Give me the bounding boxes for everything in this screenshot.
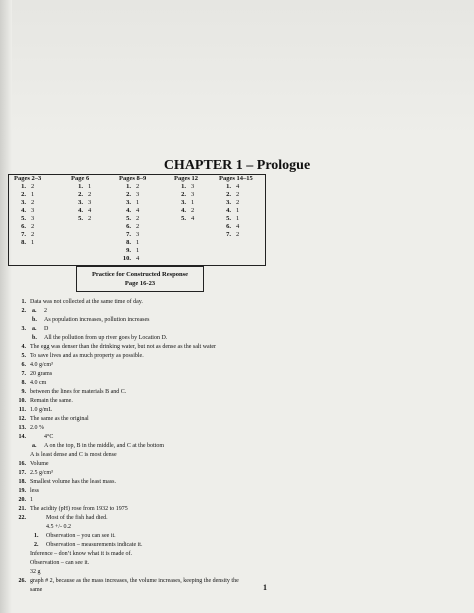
question-number: 8. xyxy=(126,239,131,246)
practice-heading: Practice for Constructed Response xyxy=(91,271,189,278)
page-number: 1 xyxy=(263,583,267,592)
answer-key-row xyxy=(174,199,214,207)
answer-line xyxy=(8,370,52,378)
answer-key-row xyxy=(14,183,60,191)
answer-key-row xyxy=(119,223,165,231)
answer-value: 1 xyxy=(236,207,240,214)
answer-line xyxy=(8,397,73,405)
answer-line xyxy=(8,451,117,459)
answer-line xyxy=(8,550,132,558)
answer-text: Observation – you can see it. xyxy=(46,533,116,539)
answer-text: 2.0 % xyxy=(30,425,44,431)
answer-key-row xyxy=(71,183,111,191)
answer-line xyxy=(8,343,216,351)
answer-text: Most of the fish had died. xyxy=(46,515,108,521)
answer-value: 1 xyxy=(88,183,92,190)
answer-key-row xyxy=(119,255,165,263)
answer-key-row xyxy=(219,207,265,215)
answer-text: 1 xyxy=(30,497,33,503)
answer-value: 1 xyxy=(31,239,35,246)
question-number: 3. xyxy=(126,199,131,206)
answer-line xyxy=(8,316,149,324)
answer-number: 16. xyxy=(18,461,26,467)
answer-key-row xyxy=(119,191,165,199)
answer-part: 2. xyxy=(34,542,39,548)
practice-page-range: Page 16-23 xyxy=(124,280,156,287)
answer-key-row xyxy=(14,199,60,207)
answer-key-row xyxy=(14,223,60,231)
question-number: 5. xyxy=(126,215,131,222)
question-number: 2. xyxy=(226,191,231,198)
question-number: 3. xyxy=(21,199,26,206)
answer-key-row xyxy=(14,239,60,247)
answer-key-column xyxy=(71,175,111,265)
answer-number: 1. xyxy=(21,299,26,305)
answer-line xyxy=(8,505,128,513)
answer-key-row xyxy=(119,215,165,223)
answer-key-row xyxy=(119,207,165,215)
answer-number: 2. xyxy=(21,308,26,314)
answer-part: a. xyxy=(32,308,37,314)
answer-key-row xyxy=(174,183,214,191)
answer-number: 12. xyxy=(18,416,26,422)
answer-value: 2 xyxy=(236,199,240,206)
answer-number: 4. xyxy=(21,344,26,350)
answer-value: 1 xyxy=(31,191,35,198)
answer-number: 7. xyxy=(21,371,26,377)
question-number: 5. xyxy=(21,215,26,222)
answer-value: 3 xyxy=(191,191,195,198)
answer-key-column-heading: Page 6 xyxy=(71,175,90,182)
answer-text: graph # 2, because as the mass increases, the volume increases, keeping the density the xyxy=(30,578,239,584)
question-number: 4. xyxy=(21,207,26,214)
answer-key-row xyxy=(71,207,111,215)
answer-value: 1 xyxy=(236,215,240,222)
answer-text: 4°C xyxy=(44,434,54,440)
answer-text: 4.0 g/cm³ xyxy=(30,362,53,368)
answer-line xyxy=(8,469,53,477)
answer-number: 9. xyxy=(21,389,26,395)
answer-text: The same as the original xyxy=(30,416,89,422)
answer-text: To save lives and as much property as possible. xyxy=(30,353,144,359)
question-number: 2. xyxy=(126,191,131,198)
answer-value: 4 xyxy=(136,255,140,262)
answer-text: 2.5 g/cm³ xyxy=(30,470,53,476)
answer-text: D xyxy=(44,326,49,332)
answer-value: 2 xyxy=(88,215,92,222)
answer-key-row xyxy=(174,191,214,199)
answer-key-row xyxy=(14,207,60,215)
answer-part: b. xyxy=(32,317,37,323)
answer-text: 32 g xyxy=(30,569,41,575)
answer-line xyxy=(8,532,116,540)
answer-value: 4 xyxy=(136,207,140,214)
answer-key-row xyxy=(71,215,111,223)
answer-value: 1 xyxy=(191,199,195,206)
answer-number: 8. xyxy=(21,380,26,386)
question-number: 4. xyxy=(126,207,131,214)
answer-part: a. xyxy=(32,326,37,332)
answer-line xyxy=(8,325,48,333)
answer-value: 3 xyxy=(136,231,140,238)
answer-part: 1. xyxy=(34,533,39,539)
answer-key-row xyxy=(219,183,265,191)
answer-number: 17. xyxy=(18,470,26,476)
answer-text: A on the top, B in the middle, and C at the bottom xyxy=(44,443,164,449)
question-number: 10. xyxy=(122,255,131,262)
question-number: 6. xyxy=(126,223,131,230)
answer-key-row xyxy=(219,199,265,207)
answer-key-row xyxy=(219,191,265,199)
answer-value: 1 xyxy=(136,239,140,246)
answer-value: 2 xyxy=(31,199,35,206)
answer-key-row xyxy=(119,239,165,247)
question-number: 7. xyxy=(126,231,131,238)
answer-value: 4 xyxy=(236,223,240,230)
answer-line xyxy=(8,379,46,387)
answer-key-row xyxy=(71,199,111,207)
answer-key-column xyxy=(174,175,214,265)
answer-text: same xyxy=(30,587,43,593)
answer-key-column-heading: Pages 12 xyxy=(174,175,199,182)
answer-line xyxy=(8,433,53,441)
answer-number: 5. xyxy=(21,353,26,359)
answer-key-row xyxy=(71,191,111,199)
question-number: 7. xyxy=(21,231,26,238)
question-number: 6. xyxy=(226,223,231,230)
answer-number: 21. xyxy=(18,506,26,512)
answer-number: 10. xyxy=(18,398,26,404)
answer-line xyxy=(8,559,89,567)
question-number: 4. xyxy=(181,207,186,214)
answer-text: All the pollution from up river goes by Location D. xyxy=(44,335,168,341)
question-number: 4. xyxy=(78,207,83,214)
question-number: 2. xyxy=(181,191,186,198)
answer-value: 1 xyxy=(136,247,140,254)
answer-text: between the lines for materials B and C. xyxy=(30,389,127,395)
question-number: 2. xyxy=(78,191,83,198)
answer-line xyxy=(8,487,39,495)
answer-value: 2 xyxy=(88,191,92,198)
answer-line xyxy=(8,415,89,423)
answer-value: 2 xyxy=(191,207,195,214)
answer-text: less xyxy=(30,488,39,494)
answer-value: 4 xyxy=(236,183,240,190)
answer-key-row xyxy=(119,199,165,207)
answer-number: 14. xyxy=(18,434,26,440)
answer-text: Remain the same. xyxy=(30,398,73,404)
answer-key-row xyxy=(219,223,265,231)
answer-value: 3 xyxy=(88,199,92,206)
answer-value: 2 xyxy=(236,191,240,198)
answer-line xyxy=(8,523,71,531)
answer-line xyxy=(8,496,33,504)
question-number: 5. xyxy=(181,215,186,222)
answer-line xyxy=(8,577,239,585)
answer-part: b. xyxy=(32,335,37,341)
question-number: 4. xyxy=(226,207,231,214)
answer-key-row xyxy=(174,207,214,215)
answer-value: 2 xyxy=(31,183,35,190)
answer-text: The egg was denser than the drinking water, but not as dense as the salt water xyxy=(30,344,217,350)
answer-value: 3 xyxy=(136,191,140,198)
answer-number: 13. xyxy=(18,425,26,431)
answer-text: 2 xyxy=(44,308,47,314)
question-number: 3. xyxy=(181,199,186,206)
answer-key-row xyxy=(119,231,165,239)
answer-line xyxy=(8,514,108,522)
answer-text: Observation – can see it. xyxy=(30,560,90,566)
answer-key-row xyxy=(219,231,265,239)
answer-text: 4.5 +/- 0.2 xyxy=(46,524,72,530)
answer-number: 22. xyxy=(18,515,26,521)
answer-line xyxy=(8,478,116,486)
question-number: 2. xyxy=(21,191,26,198)
answer-key-row xyxy=(119,183,165,191)
answer-key-column xyxy=(119,175,165,265)
question-number: 5. xyxy=(78,215,83,222)
answer-line xyxy=(8,388,126,396)
answer-key-row xyxy=(14,215,60,223)
answer-key-column xyxy=(14,175,60,265)
answer-number: 3. xyxy=(21,326,26,332)
answer-text: As population increases, pollution increases xyxy=(44,317,150,323)
answer-line xyxy=(8,586,42,594)
answer-key-column-heading: Pages 2–3 xyxy=(14,175,42,182)
answer-number: 6. xyxy=(21,362,26,368)
answer-text: 1.0 g/mL xyxy=(30,407,52,413)
question-number: 1. xyxy=(21,183,26,190)
question-number: 1. xyxy=(226,183,231,190)
question-number: 8. xyxy=(21,239,26,246)
answer-text: Data was not collected at the same time of day. xyxy=(30,299,143,305)
answer-value: 2 xyxy=(136,223,140,230)
practice-heading-box xyxy=(76,266,204,292)
answer-number: 19. xyxy=(18,488,26,494)
answer-number: 11. xyxy=(18,407,26,413)
answer-text: 20 grams xyxy=(30,371,53,377)
answer-line xyxy=(8,361,53,369)
question-number: 1. xyxy=(126,183,131,190)
answer-text: 4.0 cm xyxy=(30,380,47,386)
answer-line xyxy=(8,541,142,549)
question-number: 3. xyxy=(226,199,231,206)
answer-key-table xyxy=(8,174,266,266)
answer-line xyxy=(8,352,144,360)
answer-text: Smallest volume has the least mass. xyxy=(30,479,116,485)
answer-key-row xyxy=(174,215,214,223)
answer-value: 3 xyxy=(31,207,35,214)
answer-number: 18. xyxy=(18,479,26,485)
answer-text: A is least dense and C is most dense xyxy=(30,452,117,458)
answer-text: Inference – don’t know what it is made of. xyxy=(30,551,133,557)
answer-part: a. xyxy=(32,443,37,449)
question-number: 7. xyxy=(226,231,231,238)
answer-key-column-heading: Pages 14–15 xyxy=(219,175,253,182)
answer-value: 1 xyxy=(136,199,140,206)
answer-text: The acidity (pH) rose from 1932 to 1975 xyxy=(30,506,128,512)
answer-number: 20. xyxy=(18,497,26,503)
page-top-shading xyxy=(0,0,474,140)
answer-value: 2 xyxy=(136,215,140,222)
question-number: 3. xyxy=(78,199,83,206)
answer-line xyxy=(8,424,44,432)
answer-line xyxy=(8,442,164,450)
question-number: 9. xyxy=(126,247,131,254)
answer-key-row xyxy=(14,231,60,239)
answer-number: 26. xyxy=(18,578,26,584)
answer-key-row xyxy=(219,215,265,223)
answer-key-column xyxy=(219,175,265,265)
question-number: 1. xyxy=(181,183,186,190)
question-number: 1. xyxy=(78,183,83,190)
question-number: 5. xyxy=(226,215,231,222)
answer-key-row xyxy=(119,247,165,255)
answer-value: 2 xyxy=(136,183,140,190)
answer-key-column-heading: Pages 8–9 xyxy=(119,175,147,182)
answer-value: 4 xyxy=(88,207,92,214)
answer-line xyxy=(8,460,49,468)
answer-line xyxy=(8,406,52,414)
answer-value: 3 xyxy=(191,183,195,190)
answer-value: 3 xyxy=(31,215,35,222)
question-number: 6. xyxy=(21,223,26,230)
chapter-title: CHAPTER 1 – Prologue xyxy=(163,158,311,173)
answer-text: Observation – measurements indicate it. xyxy=(46,542,143,548)
answer-value: 4 xyxy=(191,215,195,222)
answer-line xyxy=(8,307,47,315)
answer-value: 2 xyxy=(236,231,240,238)
answer-value: 2 xyxy=(31,231,35,238)
answer-line xyxy=(8,334,167,342)
answer-value: 2 xyxy=(31,223,35,230)
answer-line xyxy=(8,568,41,576)
answer-key-row xyxy=(14,191,60,199)
answer-line xyxy=(8,298,143,306)
answer-text: Volume xyxy=(30,461,49,467)
